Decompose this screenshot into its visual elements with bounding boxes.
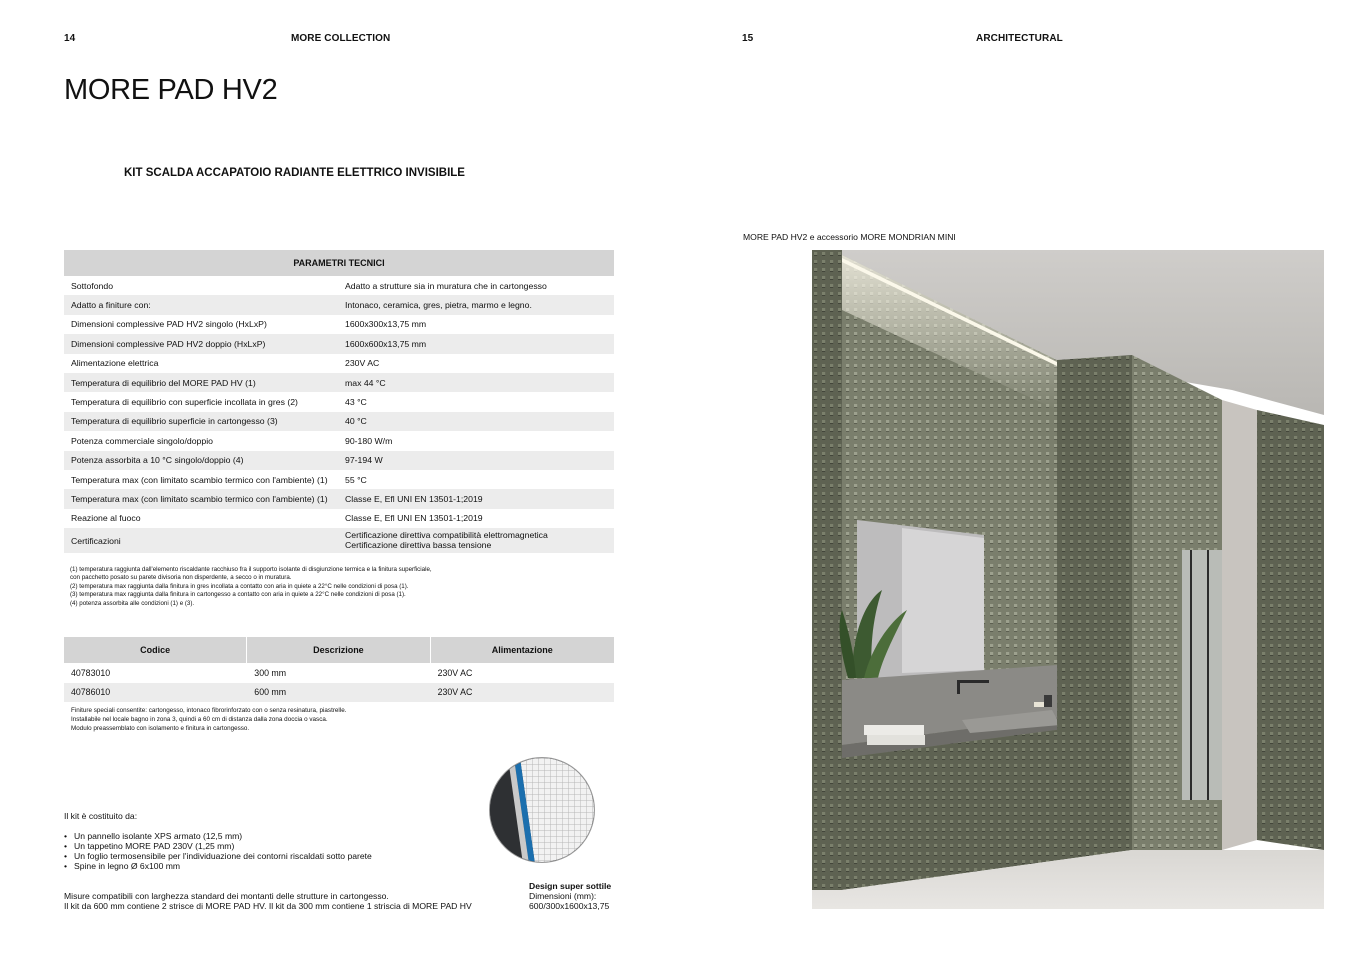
product-code: 40786010 [71,687,111,698]
param-value: 40 °C [345,416,367,427]
table-row [64,276,614,295]
param-label: Dimensioni complessive PAD HV2 singolo (HxLxP) [71,319,267,330]
table-row [64,451,614,470]
panel-detail-illustration [490,758,595,863]
param-value: 97-194 W [345,455,383,466]
param-label: Temperatura max (con limitato scambio termico con l'ambiente) (1) [71,493,328,504]
param-label: Dimensioni complessive PAD HV2 doppio (HxLxP) [71,338,266,349]
page-subtitle: KIT SCALDA ACCAPATOIO RADIANTE ELETTRICO INVISIBILE [124,167,465,179]
param-value: Classe E, Efl UNI EN 13501-1;2019 [345,513,483,524]
table-row [64,509,614,528]
panel-detail-image [489,757,595,863]
right-page-number: 15 [742,33,754,44]
finiture-notes [71,706,346,733]
param-value: Adatto a strutture sia in muratura che in cartongesso [345,280,547,291]
right-section-title: ARCHITECTURAL [976,33,1063,44]
left-page-number: 14 [64,33,76,44]
design-line: Dimensioni (mm): [529,891,597,901]
finiture-line: Modulo preassemblato con isolamento e finitura in cartongesso. [71,725,250,732]
footnotes [70,566,610,608]
design-line: 600/300x1600x13,75 [529,901,610,911]
param-value: 55 °C [345,474,367,485]
footnote: (2) temperatura max raggiunta dalla finitura in gres incollata a contatto con aria in quiete a 22°C nelle condizioni di posa (1). [70,582,409,590]
params-table-header: PARAMETRI TECNICI [64,250,614,276]
list-item: • Un foglio termosensibile per l'individuazione dei contorni riscaldati sotto parete [64,851,372,861]
param-value [339,531,614,550]
table-row [64,334,614,353]
product-description: 600 mm [254,687,287,698]
param-label: Temperatura di equilibrio con superficie incollata in gres (2) [71,397,298,408]
list-item: • Un pannello isolante XPS armato (12,5 mm) [64,831,372,841]
param-value: Classe E, Efl UNI EN 13501-1;2019 [345,493,483,504]
list-item: • Un tappetino MORE PAD 230V (1,25 mm) [64,841,372,851]
param-value: 230V AC [345,358,380,369]
table-row [64,392,614,411]
table-row [64,373,614,392]
table-row [64,315,614,334]
product-table [64,637,614,702]
param-value: 90-180 W/m [345,435,393,446]
table-row [64,295,614,314]
table-row [64,431,614,450]
param-value: 43 °C [345,397,367,408]
column-header: Descrizione [247,637,430,663]
column-header: Codice [64,637,247,663]
kit-list [64,831,372,871]
left-section-title: MORE COLLECTION [291,33,391,44]
table-row [64,470,614,489]
param-label: Temperatura di equilibrio superficie in cartongesso (3) [71,416,278,427]
product-table-header [64,637,614,663]
kit-intro: Il kit è costituito da: [64,811,138,821]
product-power: 230V AC [437,687,473,698]
footnote: (1) temperatura raggiunta dall'elemento riscaldante racchiuso fra il supporto isolante di disgiunzione termica e la finitura superficiale, [70,566,432,573]
design-title: Design super sottile [529,881,612,891]
list-item: • Spine in legno Ø 6x100 mm [64,861,372,871]
bathroom-illustration [812,250,1324,909]
cert-line: Certificazione direttiva compatibilità elettromagnetica [345,530,548,541]
param-label: Adatto a finiture con: [71,300,151,311]
param-label: Potenza commerciale singolo/doppio [71,435,213,446]
photo-caption: MORE PAD HV2 e accessorio MORE MONDRIAN MINI [743,232,956,242]
finiture-line: Installabile nel locale bagno in zona 3, quindi a 60 cm di distanza dalla zona doccia o vasca. [71,716,328,723]
param-label: Sottofondo [71,280,114,291]
params-table [64,250,614,553]
page-title: MORE PAD HV2 [64,74,278,106]
cert-line: Certificazione direttiva bassa tensione [345,539,492,550]
param-label: Alimentazione elettrica [71,358,159,369]
param-value: 1600x600x13,75 mm [345,338,427,349]
table-row [64,412,614,431]
bathroom-photo [812,250,1324,909]
footnote: con pacchetto posato su parete divisoria non disperdente, a secco o in muratura. [70,574,292,582]
footnote: (3) temperatura max raggiunta dalla finitura in cartongesso a contatto con aria in quiete a 22°C nelle condizioni di posa (1). [70,591,406,599]
param-label: Certificazioni [71,535,121,546]
table-row [64,489,614,508]
param-value: 1600x300x13,75 mm [345,319,427,330]
product-code: 40783010 [71,667,111,678]
param-value: max 44 °C [345,377,386,388]
misure-text [64,891,472,911]
finiture-line: Finiture speciali consentite: cartongesso, intonaco fibrorinforzato con o senza resinatura, piastrelle. [71,707,347,714]
param-label: Potenza assorbita a 10 °C singolo/doppio (4) [71,455,244,466]
param-label: Temperatura max (con limitato scambio termico con l'ambiente) (1) [71,474,328,485]
param-label: Temperatura di equilibrio del MORE PAD HV (1) [71,377,256,388]
param-label: Reazione al fuoco [71,513,141,524]
table-row [64,663,614,683]
misure-line: Il kit da 600 mm contiene 2 strisce di MORE PAD HV. Il kit da 300 mm contiene 1 striscia di MORE PAD HV [64,901,472,911]
table-row [64,528,614,553]
param-value: Intonaco, ceramica, gres, pietra, marmo e legno. [345,300,532,311]
product-description: 300 mm [254,667,287,678]
design-callout [529,881,611,911]
footnote: (4) potenza assorbita alle condizioni (1) e (3). [70,599,195,607]
product-power: 230V AC [437,667,473,678]
table-row [64,683,614,703]
table-row [64,354,614,373]
misure-line: Misure compatibili con larghezza standard dei montanti delle strutture in cartongesso. [64,891,389,901]
column-header: Alimentazione [491,645,553,655]
